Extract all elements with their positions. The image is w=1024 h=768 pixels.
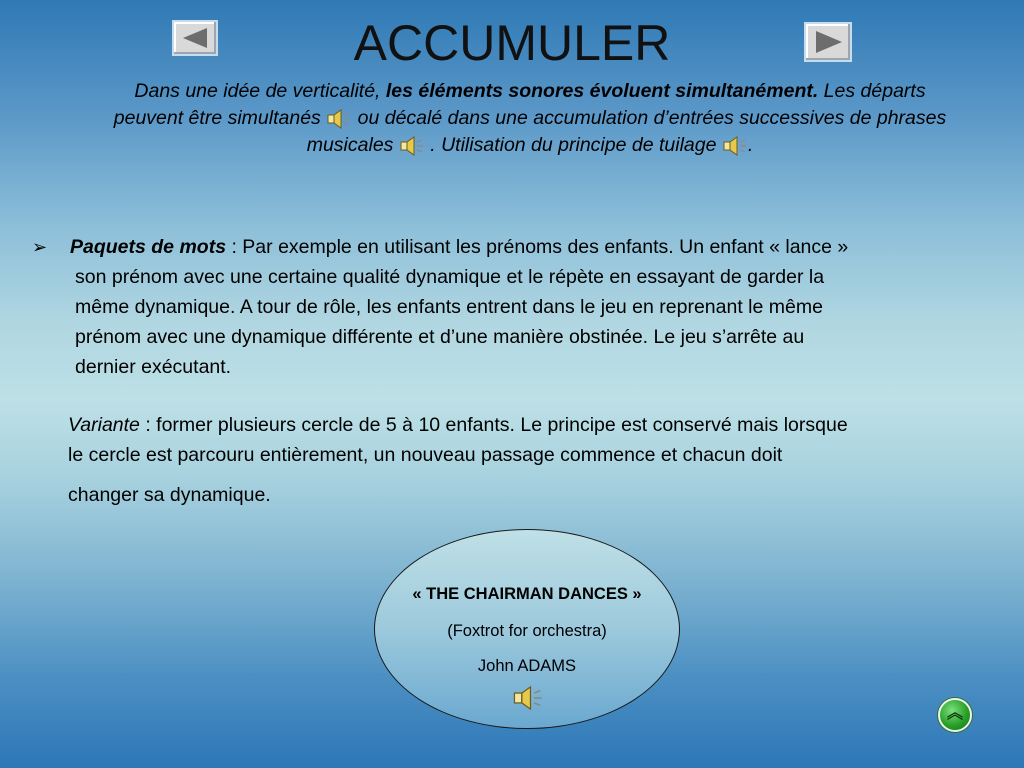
intro-paragraph — [100, 78, 960, 159]
intro-text-3: ou décalé dans une accumulation d’entrées successives de phrases musicales — [306, 107, 947, 156]
variant-term: Variante — [68, 414, 140, 436]
slide-title: ACCUMULER — [353, 15, 671, 71]
speaker-icon[interactable] — [722, 135, 748, 157]
bullet-line: prénom avec une dynamique différente et d’une manière obstinée. Le jeu s’arrête au — [75, 326, 805, 348]
variant-line: changer sa dynamique. — [68, 484, 271, 506]
bullet-line: son prénom avec une certaine qualité dynamique et le répète en essayant de garder la — [75, 266, 825, 288]
music-composer: John ADAMS — [477, 657, 577, 675]
bullet-paragraph — [32, 232, 992, 382]
variant-paragraph — [68, 410, 998, 510]
return-button[interactable] — [938, 698, 972, 732]
intro-text-4: . Utilisation du principe de tuilage — [424, 134, 722, 156]
music-title: « THE CHAIRMAN DANCES » — [412, 585, 642, 603]
speaker-icon[interactable] — [399, 135, 425, 157]
speaker-icon[interactable] — [326, 108, 352, 130]
variant-line: le cercle est parcouru entièrement, un nouveau passage commence et chacun doit — [68, 444, 783, 466]
double-chevron-up-icon: ︽ — [946, 705, 963, 722]
bullet-line — [70, 232, 992, 262]
bullet-text: : Par exemple en utilisant les prénoms des enfants. Un enfant « lance » — [226, 236, 849, 258]
intro-bold-text: les éléments sonores évoluent simultanément. — [385, 80, 819, 102]
bullet-arrow-icon: ➢ — [32, 237, 48, 257]
bullet-line: dernier exécutant. — [75, 356, 232, 378]
variant-line — [68, 410, 998, 440]
speaker-icon[interactable] — [512, 684, 544, 712]
bullet-term: Paquets de mots — [70, 236, 227, 258]
intro-text-2: Les départs peuvent être simultanés — [113, 80, 926, 129]
bullet-line: même dynamique. A tour de rôle, les enfants entrent dans le jeu en reprenant le même — [75, 296, 823, 318]
music-subtitle: (Foxtrot for orchestra) — [447, 622, 607, 640]
intro-text-1: Dans une idée de verticalité, — [134, 80, 386, 102]
variant-text: : former plusieurs cercle de 5 à 10 enfants. Le principe est conservé mais lorsque — [139, 414, 848, 436]
intro-text-5: . — [747, 134, 754, 156]
